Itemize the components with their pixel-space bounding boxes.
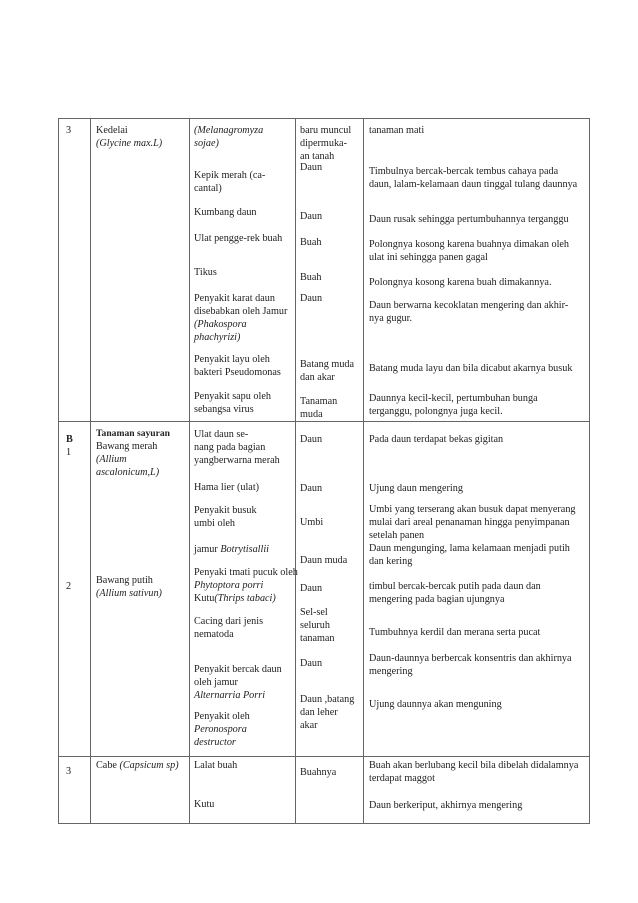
row-number: 3 xyxy=(66,766,72,777)
pest-name-latin: Botrytisallii xyxy=(220,544,269,555)
pest-name xyxy=(194,543,290,556)
pest-name: Kumbang daun xyxy=(194,207,257,218)
symptom: Polongnya kosong karena buah dimakannya. xyxy=(369,277,552,288)
pest-name: Lalat buah xyxy=(194,760,238,771)
pest-name: Cacing dari jenis nematoda xyxy=(194,616,264,640)
plant-name: Bawang merah xyxy=(96,441,158,452)
affected-part: baru muncul dipermuka-an tanah xyxy=(300,125,352,162)
symptom: Timbulnya bercak-bercak tembus cahaya pada daun, lalam-kelamaan daun tinggal tulang daunnya xyxy=(369,166,578,190)
plant-name xyxy=(96,759,184,772)
affected-part: Daun xyxy=(300,211,323,222)
symptom: Daun mengunging, lama kelamaan menjadi putih dan kering xyxy=(369,543,570,567)
plant-name-text: Cabe xyxy=(96,760,117,771)
pest-name: Hama lier (ulat) xyxy=(194,482,260,493)
table-divider xyxy=(363,118,364,824)
symptom: Daun rusak sehingga pertumbuhannya terganggu xyxy=(369,214,569,225)
pest-name-line xyxy=(194,592,290,605)
pest-name xyxy=(194,292,290,344)
plant-name: Kedelai xyxy=(96,125,128,136)
plant-latin-name: (Capsicum sp) xyxy=(119,760,179,771)
pest-name xyxy=(194,428,290,467)
symptom: tanaman mati xyxy=(369,125,425,136)
row-number: 2 xyxy=(66,581,72,592)
plant-name: Bawang putih xyxy=(96,575,153,586)
pest-name-line: Phytoptora porri xyxy=(194,580,264,591)
table-row-divider xyxy=(58,756,590,757)
affected-part: Daun xyxy=(300,293,323,304)
row-number: 1 xyxy=(66,447,72,458)
symptom: Polongnya kosong karena buahnya dimakan oleh ulat ini sehingga panen gagal xyxy=(369,239,570,263)
symptom: Tumbuhnya kerdil dan merana serta pucat xyxy=(369,627,541,638)
plant-latin-name: (Allium ascalonicum,L) xyxy=(96,454,160,478)
pest-name-latin: (Phakospora phachyrizi) xyxy=(194,319,247,343)
pest-name xyxy=(194,663,290,702)
pest-name-line: Penyakit busuk xyxy=(194,505,257,516)
symptom: Ujung daunnya akan menguning xyxy=(369,699,502,710)
pest-name: Penyakit layu oleh bakteri Pseudomonas xyxy=(194,354,281,378)
affected-part: Umbi xyxy=(300,517,324,528)
pest-name-line: yangberwarna merah xyxy=(194,455,280,466)
pest-name-line: nang pada bagian xyxy=(194,442,266,453)
symptom: timbul bercak-bercak putih pada daun dan mengering pada bagian ujungnya xyxy=(369,581,541,605)
section-title: Tanaman sayuran xyxy=(96,428,171,439)
pest-name-latin: (Thrips tabaci) xyxy=(214,593,276,604)
plant-latin-name: (Glycine max.L) xyxy=(96,138,163,149)
pest-name: Kutu xyxy=(194,799,215,810)
affected-part: Daun xyxy=(300,658,323,669)
affected-part: Buahnya xyxy=(300,767,337,778)
plant-latin-name: (Allium sativun) xyxy=(96,588,162,599)
section-letter: B xyxy=(66,434,73,445)
affected-part: Daun xyxy=(300,483,323,494)
symptom: Batang muda layu dan bila dicabut akarnya busuk xyxy=(369,363,573,374)
affected-part: Daun muda xyxy=(300,555,348,566)
pest-name: Tikus xyxy=(194,267,217,278)
pest-name-line: Penyakit oleh xyxy=(194,711,250,722)
pest-name xyxy=(194,579,290,605)
affected-part: Buah xyxy=(300,272,322,283)
table-divider xyxy=(90,118,91,824)
symptom: Daun berkeriput, akhirnya mengering xyxy=(369,800,523,811)
pest-name-line: Alternarria Porri xyxy=(194,690,266,701)
pest-name-line: umbi oleh xyxy=(194,518,236,529)
affected-part: Batang muda dan akar xyxy=(300,359,355,383)
row-number: 3 xyxy=(66,125,72,136)
affected-part: Buah xyxy=(300,237,322,248)
table-row-divider xyxy=(58,421,590,422)
affected-part: Daun ,batang dan leher akar xyxy=(300,694,355,731)
pest-name-line: Peronospora destructor xyxy=(194,724,247,748)
symptom: Buah akan berlubang kecil bila dibelah didalamnya terdapat maggot xyxy=(369,760,579,784)
pest-name: Penyakit sapu oleh sebangsa virus xyxy=(194,391,271,415)
pest-name xyxy=(194,504,290,530)
symptom: Umbi yang terserang akan busuk dapat menyerang mulai dari areal penanaman hingga penyimpanan setelah panen xyxy=(369,504,576,541)
table-divider xyxy=(189,118,190,824)
symptom: Daunnya kecil-kecil, pertumbuhan bunga terganggu, polongnya juga kecil. xyxy=(369,393,538,417)
affected-part: Daun xyxy=(300,583,323,594)
pest-name-text: Kutu xyxy=(194,593,215,604)
pest-name-line: Ulat daun se- xyxy=(194,429,249,440)
pest-name-text: jamur xyxy=(194,544,218,555)
symptom: Daun berwarna kecoklatan mengering dan akhir-nya gugur. xyxy=(369,300,569,324)
affected-part: Daun xyxy=(300,162,323,173)
pest-name xyxy=(194,710,290,749)
pest-name-line: Penyakit bercak daun oleh jamur xyxy=(194,664,282,688)
affected-part: Daun xyxy=(300,434,323,445)
pest-name: (Melanagromyza sojae) xyxy=(194,125,264,149)
pest-name: Penyaki tmati pucuk oleh xyxy=(194,567,298,578)
affected-part: Tanaman muda xyxy=(300,396,338,420)
table-divider xyxy=(295,118,296,824)
symptom: Daun-daunnya berbercak konsentris dan akhirnya mengering xyxy=(369,653,572,677)
symptom: Ujung daun mengering xyxy=(369,483,463,494)
affected-part: Sel-sel seluruh tanaman xyxy=(300,607,335,644)
pest-name: Kepik merah (ca-cantal) xyxy=(194,170,266,194)
symptom: Pada daun terdapat bekas gigitan xyxy=(369,434,504,445)
pest-name: Ulat pengge-rek buah xyxy=(194,233,283,244)
pest-name-text: Penyakit karat daun disebabkan oleh Jamur xyxy=(194,293,288,317)
